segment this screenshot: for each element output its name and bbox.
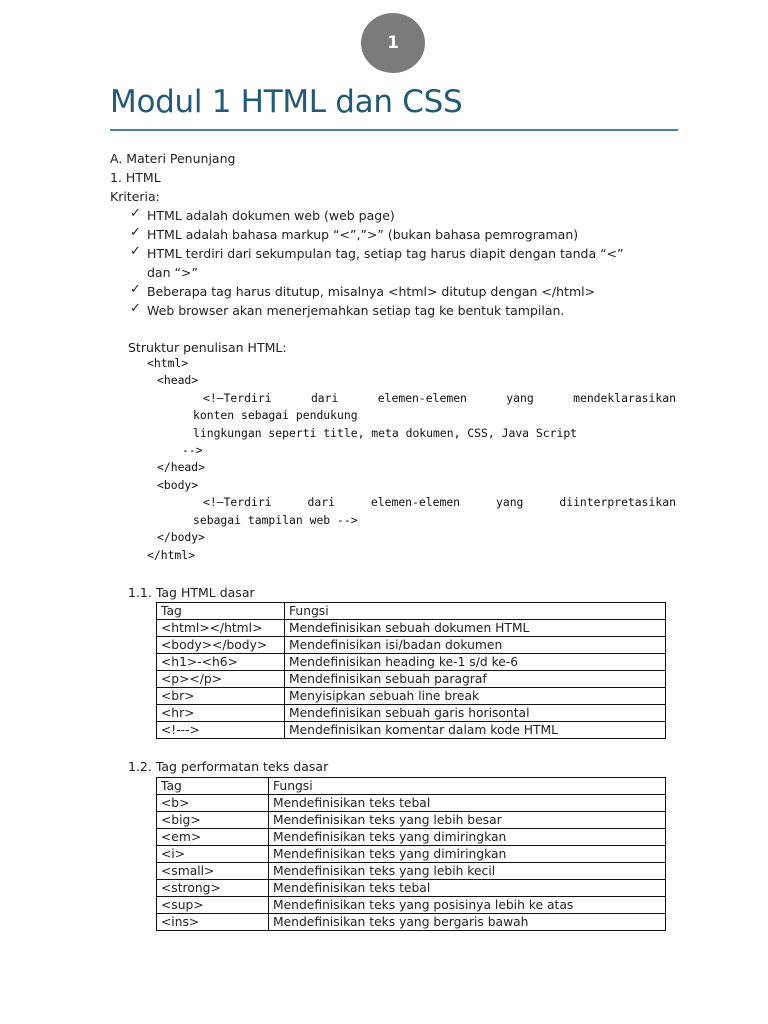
table-cell-tag: <strong> [157, 880, 269, 897]
code-html-open: <html> [147, 356, 189, 370]
table-row [157, 688, 666, 705]
code-body-close: </body> [157, 530, 206, 544]
struktur-label: Struktur penulisan HTML: [128, 340, 287, 355]
table-cell-fungsi: Menyisipkan sebuah line break [285, 688, 666, 705]
code-html-close: </html> [147, 548, 196, 562]
table-row [157, 897, 666, 914]
table-cell-fungsi: Mendefinisikan heading ke-1 s/d ke-6 [285, 654, 666, 671]
code-body-comment-line: sebagai tampilan web --> [193, 513, 358, 527]
table-row [157, 846, 666, 863]
table-cell-fungsi: Mendefinisikan sebuah paragraf [285, 671, 666, 688]
check-icon: ✓ [130, 225, 141, 240]
table-cell-fungsi: Mendefinisikan teks tebal [269, 795, 666, 812]
table-row [157, 829, 666, 846]
code-head-open: <head> [157, 373, 199, 387]
code-head-comment [203, 390, 676, 408]
code-word: <!—Terdiri [203, 495, 272, 509]
table-cell-tag: <h1>-<h6> [157, 654, 285, 671]
table-tag-performatan-teks [156, 777, 666, 931]
table-header-cell: Tag [157, 778, 269, 795]
table-cell-tag: <sup> [157, 897, 269, 914]
table-cell-fungsi: Mendefinisikan teks yang lebih besar [269, 812, 666, 829]
page-title: Modul 1 HTML dan CSS [110, 84, 463, 120]
check-icon: ✓ [130, 301, 141, 316]
code-word: yang [495, 495, 524, 509]
code-word: dari [310, 391, 339, 405]
table-tag-html-dasar [156, 602, 666, 739]
table-header-row [157, 603, 666, 620]
table-row [157, 637, 666, 654]
check-icon: ✓ [130, 282, 141, 297]
table1-caption: 1.1. Tag HTML dasar [128, 585, 255, 600]
code-word: elemen-elemen [370, 495, 461, 509]
code-word: elemen-elemen [377, 391, 467, 405]
table-cell-tag: <hr> [157, 705, 285, 722]
table-cell-tag: <br> [157, 688, 285, 705]
table-cell-tag: <b> [157, 795, 269, 812]
kriteria-item: HTML terdiri dari sekumpulan tag, setiap tag harus diapit dengan tanda “<” [147, 246, 624, 261]
table-cell-tag: <em> [157, 829, 269, 846]
table-cell-tag: <html></html> [157, 620, 285, 637]
table-row [157, 654, 666, 671]
table-cell-tag: <!---> [157, 722, 285, 739]
table-cell-fungsi: Mendefinisikan komentar dalam kode HTML [285, 722, 666, 739]
code-head-comment-line: konten sebagai pendukung [193, 408, 358, 422]
section-1-heading: 1. HTML [110, 170, 161, 185]
table-row [157, 914, 666, 931]
table-cell-tag: <small> [157, 863, 269, 880]
code-body-open: <body> [157, 478, 199, 492]
kriteria-item: HTML adalah dokumen web (web page) [147, 208, 395, 223]
table-header-cell: Fungsi [285, 603, 666, 620]
table-cell-fungsi: Mendefinisikan isi/badan dokumen [285, 637, 666, 654]
code-word: mendeklarasikan [573, 391, 676, 405]
table-cell-tag: <body></body> [157, 637, 285, 654]
code-head-close: </head> [157, 460, 206, 474]
table-cell-fungsi: Mendefinisikan teks yang posisinya lebih ke atas [269, 897, 666, 914]
table2-caption: 1.2. Tag performatan teks dasar [128, 759, 329, 774]
table-row [157, 795, 666, 812]
check-icon: ✓ [130, 244, 141, 259]
kriteria-item-continuation: dan “>” [147, 265, 198, 280]
check-icon: ✓ [130, 206, 141, 221]
section-a-heading: A. Materi Penunjang [110, 151, 236, 166]
code-head-comment-line: lingkungan seperti title, meta dokumen, CSS, Java Script [193, 426, 578, 440]
table-row [157, 620, 666, 637]
table-row [157, 880, 666, 897]
title-underline [110, 129, 678, 131]
kriteria-item: Beberapa tag harus ditutup, misalnya <html> ditutup dengan </html> [147, 284, 596, 299]
kriteria-item: Web browser akan menerjemahkan setiap tag ke bentuk tampilan. [147, 303, 565, 318]
table-cell-tag: <i> [157, 846, 269, 863]
table-cell-fungsi: Mendefinisikan teks yang lebih kecil [269, 863, 666, 880]
table-row [157, 705, 666, 722]
table-row [157, 812, 666, 829]
table-cell-fungsi: Mendefinisikan sebuah dokumen HTML [285, 620, 666, 637]
table-cell-tag: <ins> [157, 914, 269, 931]
table-cell-fungsi: Mendefinisikan teks yang dimiringkan [269, 829, 666, 846]
table-cell-fungsi: Mendefinisikan sebuah garis horisontal [285, 705, 666, 722]
table-cell-fungsi: Mendefinisikan teks tebal [269, 880, 666, 897]
table-row [157, 671, 666, 688]
table-header-cell: Fungsi [269, 778, 666, 795]
table-cell-tag: <big> [157, 812, 269, 829]
code-word: yang [506, 391, 534, 405]
code-head-comment-end: --> [182, 443, 203, 457]
table-row [157, 722, 666, 739]
code-word: dari [307, 495, 335, 509]
table-cell-tag: <p></p> [157, 671, 285, 688]
table-header-cell: Tag [157, 603, 285, 620]
page-number-badge: 1 [361, 13, 425, 73]
table-header-row [157, 778, 666, 795]
code-body-comment [203, 494, 676, 512]
kriteria-item: HTML adalah bahasa markup “<”,”>” (bukan bahasa pemrograman) [147, 227, 579, 242]
kriteria-label: Kriteria: [110, 189, 160, 204]
code-word: diinterpretasikan [559, 495, 676, 509]
table-row [157, 863, 666, 880]
table-cell-fungsi: Mendefinisikan teks yang bergaris bawah [269, 914, 666, 931]
table-cell-fungsi: Mendefinisikan teks yang dimiringkan [269, 846, 666, 863]
code-word: <!—Terdiri [203, 391, 272, 405]
